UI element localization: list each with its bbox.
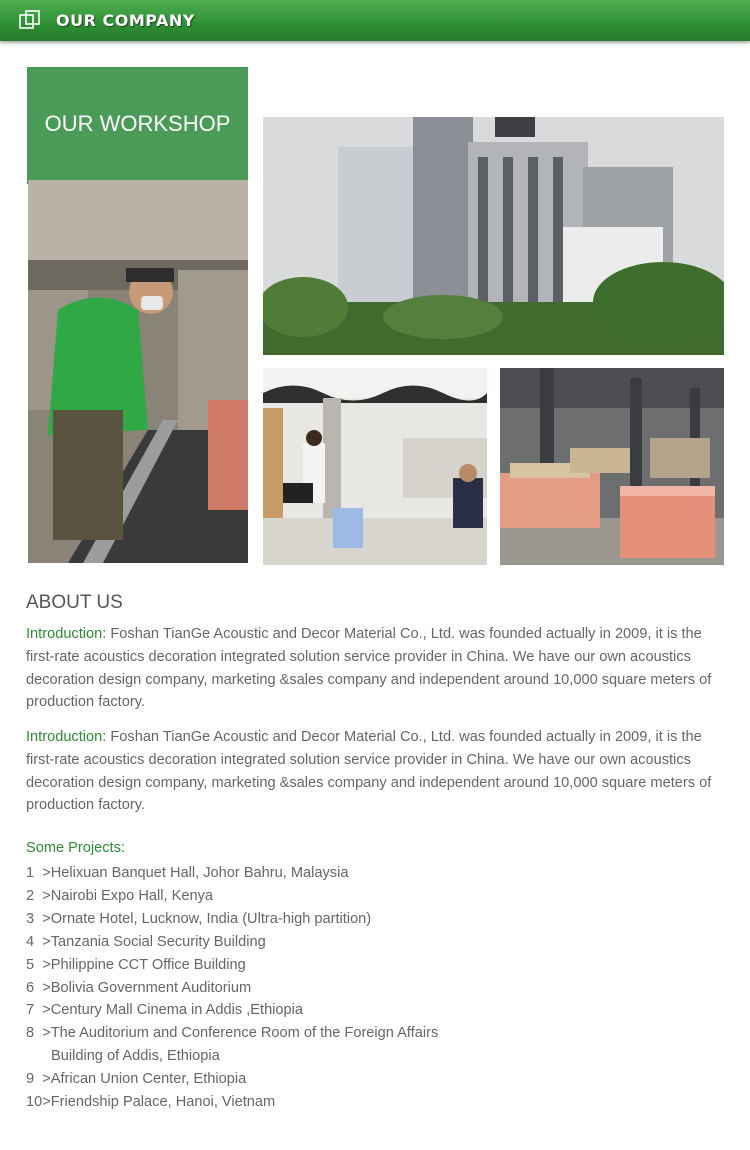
list-item: 5 >Philippine CCT Office Building [26,956,246,973]
list-item: 7 >Century Mall Cinema in Addis ,Ethiopia [26,1002,304,1019]
office-photo [263,368,487,565]
intro-lead: Introduction [26,626,103,642]
workshop-worker-photo [28,180,248,563]
list-item: 8 >The Auditorium and Conference Room of the Foreign Affairs Building of Addis, Ethiopia [26,1025,439,1065]
intro-paragraph [26,726,728,817]
projects-title: Some Projects: [26,840,125,856]
warehouse-photo [500,368,724,565]
overlapping-squares-icon [19,10,41,30]
workshop-title: OUR WORKSHOP [44,111,231,136]
list-item: 6 >Bolivia Government Auditorium [26,979,252,996]
workshop-panel [27,67,248,184]
projects-list [26,862,726,1114]
header-title: OUR COMPANY [56,11,195,30]
list-item: 2 >Nairobi Expo Hall, Kenya [26,887,213,904]
section-header [0,0,750,41]
list-item: 10>Friendship Palace, Hanoi, Vietnam [26,1094,276,1111]
company-building-photo [263,117,724,355]
intro-paragraph [26,623,728,714]
list-item: 3 >Ornate Hotel, Lucknow, India (Ultra-high partition) [26,910,372,927]
intro-lead: Introduction [26,729,103,745]
intro-text: : Foshan TianGe Acoustic and Decor Material Co., Ltd. was founded actually in 2009, it is the first-rate acoustics decoration integrated solution service provider in China. We have our own acoustics decoration design company, marketing &sales company and independent around 10,000 square meters of production factory. [26,729,712,814]
about-title: ABOUT US [26,592,123,613]
intro-text: : Foshan TianGe Acoustic and Decor Material Co., Ltd. was founded actually in 2009, it is the first-rate acoustics decoration integrated solution service provider in China. We have our own acoustics decoration design company, marketing &sales company and independent around 10,000 square meters of production factory. [26,626,712,711]
list-item: 9 >African Union Center, Ethiopia [26,1071,247,1088]
list-item: 4 >Tanzania Social Security Building [26,933,266,950]
list-item: 1 >Helixuan Banquet Hall, Johor Bahru, Malaysia [26,865,349,881]
